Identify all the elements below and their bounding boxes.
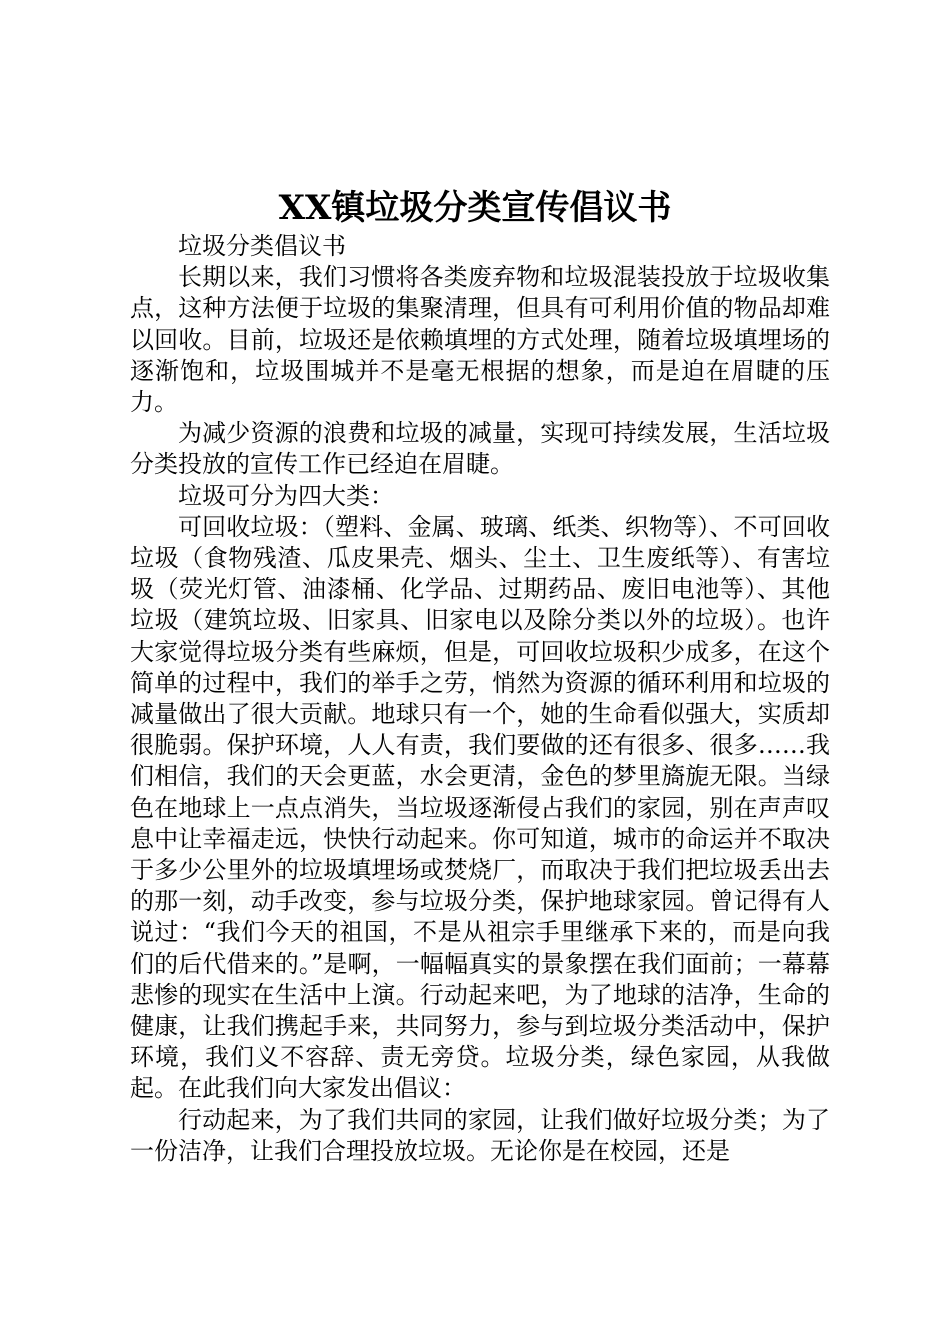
body-paragraph: 行动起来，为了我们共同的家园，让我们做好垃圾分类；为了一份洁净，让我们合理投放垃圾。无论你是在校园，还是 — [130, 1105, 830, 1165]
body-paragraph: 长期以来，我们习惯将各类废弃物和垃圾混装投放于垃圾收集点，这种方法便于垃圾的集聚清理，但具有可利用价值的物品却难以回收。目前，垃圾还是依赖填埋的方式处理，随着垃圾填埋场的逐渐饱和，垃圾围城并不是毫无根据的想象，而是迫在眉睫的压力。 — [130, 263, 830, 417]
subtitle-paragraph: 垃圾分类倡议书 — [178, 232, 346, 260]
document-body — [130, 231, 830, 1167]
body-paragraph: 为减少资源的浪费和垃圾的减量，实现可持续发展，生活垃圾分类投放的宣传工作已经迫在眉睫。 — [130, 419, 830, 479]
document-title: XX镇垃圾分类宣传倡议书 — [278, 188, 672, 228]
body-paragraph: 可回收垃圾：（塑料、金属、玻璃、纸类、织物等）、不可回收垃圾（食物残渣、瓜皮果壳、烟头、尘土、卫生废纸等）、有害垃圾（荧光灯管、油漆桶、化学品、过期药品、废旧电池等）、其他垃圾（建筑垃圾、旧家具、旧家电以及除分类以外的垃圾）。也许大家觉得垃圾分类有些麻烦，但是，可回收垃圾积少成多，在这个简单的过程中，我们的举手之劳，悄然为资源的循环利用和垃圾的减量做出了很大贡献。地球只有一个，她的生命看似强大，实质却很脆弱。保护环境，人人有责，我们要做的还有很多、很多……我们相信，我们的天会更蓝，水会更清，金色的梦里旖旎无限。当绿色在地球上一点点消失，当垃圾逐渐侵占我们的家园，别在声声叹息中让幸福走远，快快行动起来。你可知道，城市的命运并不取决于多少公里外的垃圾填埋场或焚烧厂，而取决于我们把垃圾丢出去的那一刻，动手改变，参与垃圾分类，保护地球家园。曾记得有人说过：“我们今天的祖国，不是从祖宗手里继承下来的，而是向我们的后代借来的。”是啊，一幅幅真实的景象摆在我们面前；一幕幕悲惨的现实在生活中上演。行动起来吧，为了地球的洁净，生命的健康，让我们携起手来，共同努力，参与到垃圾分类活动中，保护环境，我们义不容辞、责无旁贷。垃圾分类，绿色家园，从我做起。在此我们向大家发出倡议： — [130, 512, 830, 1103]
body-paragraph: 垃圾可分为四大类： — [178, 481, 394, 510]
